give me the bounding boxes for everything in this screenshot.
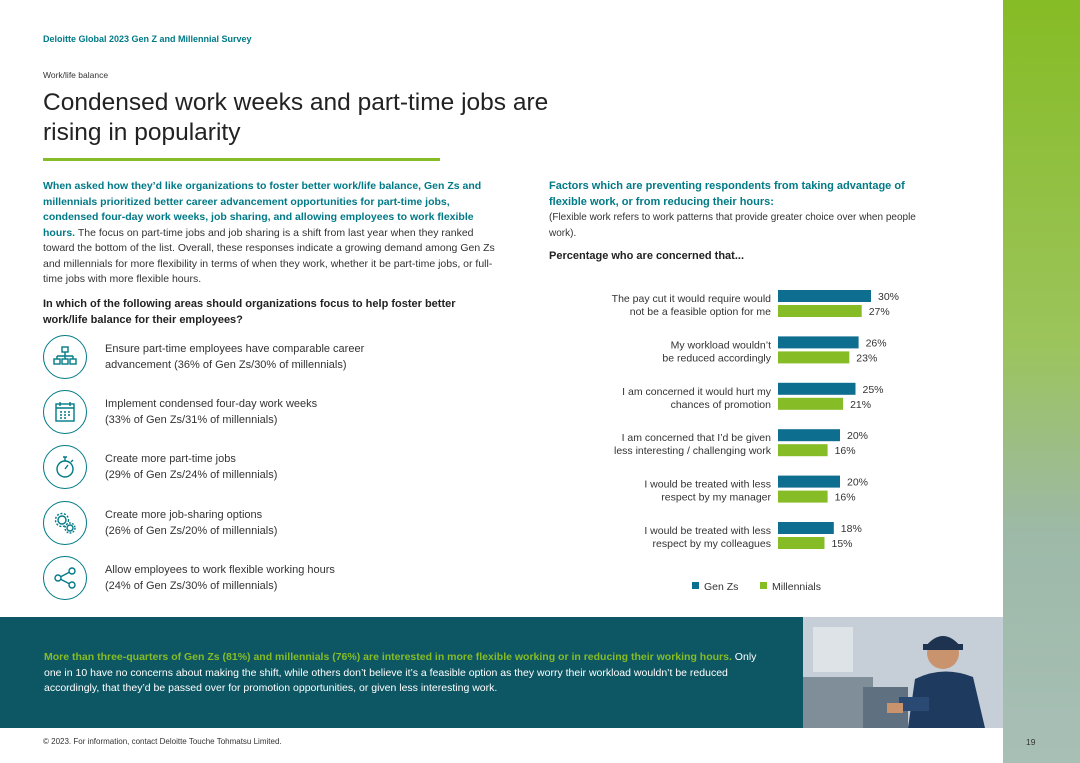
focus-area-item	[43, 556, 463, 602]
bar-value-label: 20%	[847, 430, 869, 443]
focus-area-item	[43, 501, 463, 547]
page-title: Condensed work weeks and part-time jobs are rising in popularity	[43, 89, 549, 146]
title-underline	[43, 158, 440, 161]
gen-z-bar	[778, 476, 840, 488]
category-label: My workload wouldn’t	[670, 339, 771, 352]
focus-area-item	[43, 390, 463, 436]
legend-label: Gen Zs	[704, 581, 739, 593]
footer-copyright: © 2023. For information, contact Deloitte Touche Tohmatsu Limited.	[43, 737, 282, 746]
focus-area-text	[105, 451, 445, 483]
category-label: I am concerned that I’d be given	[621, 432, 771, 445]
decorative-side-strip	[1003, 0, 1080, 763]
millennials-bar	[778, 305, 862, 317]
section-label: Work/life balance	[43, 70, 109, 80]
focus-area-line: Create more job-sharing options	[105, 509, 263, 521]
legend-millennials-swatch	[760, 582, 767, 589]
gen-z-bar	[778, 383, 856, 395]
intro-paragraph	[43, 179, 498, 288]
category-label: respect by my manager	[661, 491, 771, 504]
survey-question: In which of the following areas should organizations focus to help foster better work/life balance for their employees?	[43, 298, 456, 326]
bar-value-label: 27%	[868, 306, 890, 318]
worker-photo	[803, 617, 1003, 728]
category-label: less interesting / challenging work	[614, 445, 771, 458]
callout-highlight: More than three-quarters of Gen Zs (81%) and millennials (76%) are interested in more flexible working or in reducing their working hours.	[44, 651, 732, 663]
category-label: I am concerned it would hurt my	[622, 385, 771, 398]
bar-value-label: 16%	[834, 491, 856, 504]
factors-title: Factors which are preventing respondents from taking advantage of flexible work, or from reducing their hours:	[549, 180, 905, 208]
gen-z-bar	[778, 522, 834, 534]
bar-value-label: 23%	[856, 352, 878, 365]
millennials-bar	[778, 398, 843, 410]
callout-text	[44, 650, 764, 697]
focus-area-line: (29% of Gen Zs/24% of millennials)	[105, 469, 278, 481]
legend-gen-z-swatch	[692, 582, 699, 589]
factors-note: (Flexible work refers to work patterns that provide greater choice over when people work).	[549, 212, 916, 239]
category-label: not be a feasible option for me	[629, 306, 771, 318]
bar-value-label: 15%	[831, 538, 853, 550]
category-label: respect by my colleagues	[652, 538, 771, 550]
chart-subtitle: Percentage who are concerned that...	[549, 250, 745, 262]
focus-area-text	[105, 562, 445, 594]
focus-area-line: (24% of Gen Zs/30% of millennials)	[105, 580, 278, 592]
bar-value-label: 18%	[840, 523, 862, 535]
focus-area-line: (26% of Gen Zs/20% of millennials)	[105, 525, 278, 537]
bar-value-label: 16%	[834, 445, 856, 458]
focus-area-line: advancement (36% of Gen Zs/30% of millennials)	[105, 359, 347, 371]
category-label: chances of promotion	[670, 398, 771, 411]
millennials-bar	[778, 491, 828, 503]
category-label: I would be treated with less	[644, 525, 771, 537]
intro-body: The focus on part-time jobs and job sharing is a shift from last year when they ranked toward the bottom of the list. Overall, these responses indicate a growing demand among Gen Zs and millennials for more flexibility in terms of when they work, whether it be part-time jobs, or full-time jobs with more flexible hours.	[43, 226, 495, 285]
focus-area-line: Allow employees to work flexible working hours	[105, 564, 335, 576]
focus-area-text	[105, 507, 445, 539]
focus-area-line: Ensure part-time employees have comparable career	[105, 343, 365, 355]
focus-area-item	[43, 335, 463, 381]
category-label: The pay cut it would require would	[611, 293, 771, 305]
focus-area-line: (33% of Gen Zs/31% of millennials)	[105, 414, 278, 426]
gears-icon	[43, 501, 87, 545]
page-number: 19	[1026, 737, 1036, 747]
gen-z-bar	[778, 429, 840, 441]
legend-label: Millennials	[772, 581, 822, 593]
focus-area-text	[105, 396, 445, 428]
bar-value-label: 21%	[850, 398, 872, 411]
callout-body: Only one in 10 have no concerns about making the shift, while others don’t believe it’s a feasible option as they worry their workload wouldn’t be reduced accordingly, that they’d be passed over for promotion opportunities, or given less interesting work.	[44, 651, 757, 694]
bar-value-label: 25%	[862, 383, 884, 396]
gen-z-bar	[778, 290, 871, 302]
focus-area-line: Create more part-time jobs	[105, 453, 236, 465]
millennials-bar	[778, 351, 849, 363]
survey-title: Deloitte Global 2023 Gen Z and Millennial Survey	[43, 34, 252, 44]
calendar-icon	[43, 390, 87, 434]
millennials-bar	[778, 444, 828, 456]
focus-area-text	[105, 341, 445, 373]
concerns-bar-chart	[540, 280, 980, 600]
bar-value-label: 20%	[847, 476, 869, 489]
category-label: I would be treated with less	[644, 478, 771, 491]
category-label: be reduced accordingly	[662, 352, 771, 365]
focus-area-item	[43, 445, 463, 491]
stopwatch-icon	[43, 445, 87, 489]
bar-value-label: 26%	[865, 337, 887, 350]
gen-z-bar	[778, 336, 859, 348]
millennials-bar	[778, 537, 825, 549]
bar-value-label: 30%	[878, 291, 900, 303]
focus-area-line: Implement condensed four-day work weeks	[105, 398, 318, 410]
org-chart-icon	[43, 335, 87, 379]
intro-highlight: When asked how they’d like organizations to foster better work/life balance, Gen Zs and millennials prioritized better career advancement opportunities for part-time jobs, condensed four-day work weeks, job sharing, and allowing employees to work flexible hours.	[43, 180, 482, 239]
share-icon	[43, 556, 87, 600]
